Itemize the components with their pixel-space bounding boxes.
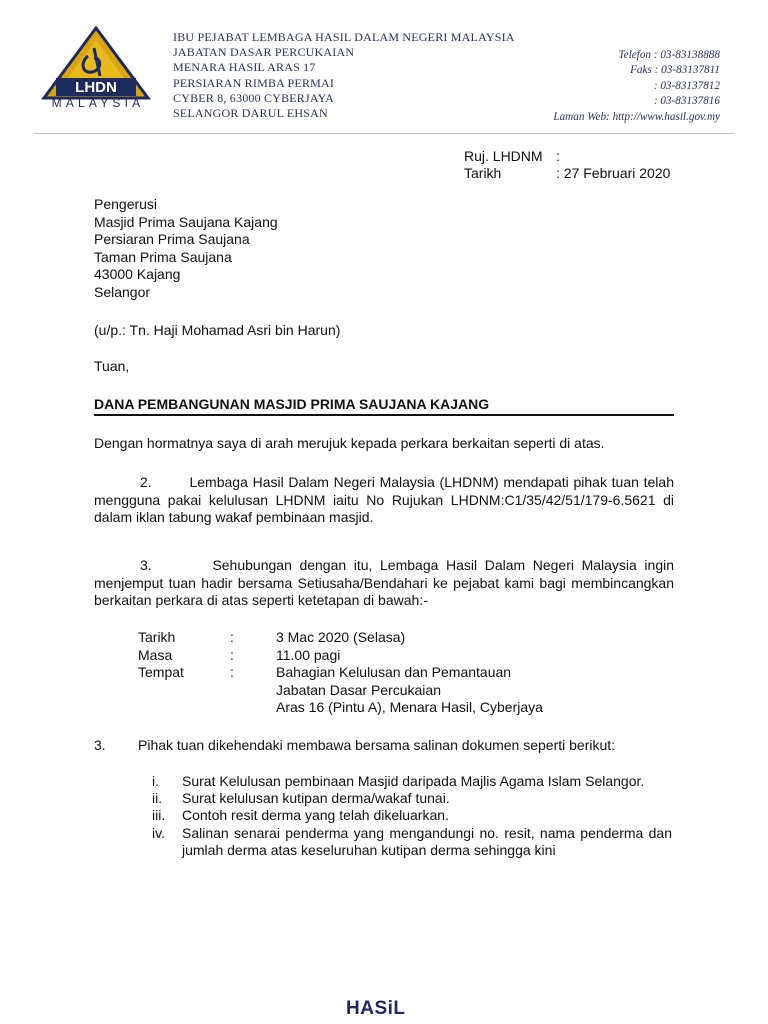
org-line: MENARA HASIL ARAS 17 — [173, 60, 316, 75]
meeting-time-value: 11.00 pagi — [276, 646, 341, 663]
org-line: JABATAN DASAR PERCUKAIAN — [173, 45, 355, 60]
list-item — [140, 825, 672, 859]
address-line: Pengerusi — [94, 196, 158, 212]
paragraph-3 — [94, 557, 674, 610]
contact-info — [553, 48, 720, 125]
document-list — [140, 773, 672, 859]
address-line: Taman Prima Saujana — [94, 248, 232, 265]
venue-line: Aras 16 (Pintu A), Menara Hasil, Cyberjaya — [276, 699, 543, 716]
list-item — [140, 773, 672, 790]
date-label: Tarikh — [464, 165, 502, 181]
letter-subject: DANA PEMBANGUNAN MASJID PRIMA SAUJANA KAJANG — [94, 396, 674, 416]
organization-address — [173, 30, 515, 121]
org-line: PERSIARAN RIMBA PERMAI — [173, 75, 335, 90]
list-item-number: iv. — [152, 824, 165, 841]
address-line: Persiaran Prima Saujana — [94, 231, 250, 248]
logo-text: LHDN — [75, 79, 117, 96]
org-line: IBU PEJABAT LEMBAGA HASIL DALAM NEGERI MALAYSIA — [173, 30, 515, 44]
list-item-text: Surat Kelulusan pembinaan Masjid daripada Majlis Agama Islam Selangor. — [182, 773, 645, 789]
address-line: Masjid Prima Saujana Kajang — [94, 213, 278, 230]
colon: : — [230, 629, 234, 645]
list-item-text: Contoh resit derma yang telah dikeluarkan. — [182, 807, 449, 824]
list-item — [140, 807, 672, 824]
greeting: Tuan, — [94, 358, 130, 374]
address-line: 43000 Kajang — [94, 266, 181, 283]
meeting-date-label: Tarikh — [138, 629, 176, 645]
phone-line: Telefon : 03-83138888 — [618, 49, 720, 61]
paragraph-number: 2. — [140, 474, 152, 490]
meeting-date-value: 3 Mac 2020 (Selasa) — [276, 629, 406, 645]
recipient-address — [94, 196, 278, 302]
org-line: CYBER 8, 63000 CYBERJAYA — [173, 90, 335, 105]
meeting-time-label: Masa — [138, 646, 173, 663]
meeting-details — [138, 629, 596, 717]
paragraph-2 — [94, 474, 674, 527]
list-item-number: i. — [152, 773, 159, 789]
ref-label: Ruj. LHDNM — [464, 148, 543, 164]
fax-line: Faks : 03-83137811 — [630, 64, 720, 77]
attention-line: (u/p.: Tn. Haji Mohamad Asri bin Harun) — [94, 322, 341, 338]
venue-line: Bahagian Kelulusan dan Pemantauan — [276, 664, 512, 681]
paragraph-text: Pihak tuan dikehendaki membawa bersama salinan dokumen seperti berikut: — [138, 737, 616, 753]
address-line: Selangor — [94, 283, 151, 300]
paragraph-text: Lembaga Hasil Dalam Negeri Malaysia (LHDNM) mendapati pihak tuan telah mengguna pakai kelulusan LHDNM iaitu No Rujukan LHDNM:C1/35/42/51/179-6.5621 di dalam iklan tabung wakaf pembinaan masjid. — [94, 474, 674, 526]
list-item-text: Surat kelulusan kutipan derma/wakaf tunai. — [182, 790, 450, 807]
venue-line: Jabatan Dasar Percukaian — [276, 681, 441, 698]
list-item-number: iii. — [152, 807, 166, 824]
letterhead-divider — [34, 133, 734, 134]
reference-block — [464, 148, 670, 182]
org-line: SELANGOR DARUL EHSAN — [173, 106, 328, 121]
paragraph-4 — [94, 737, 674, 755]
paragraph-1: Dengan hormatnya saya di arah merujuk kepada perkara berkaitan seperti di atas. — [94, 435, 605, 451]
list-item — [140, 790, 672, 807]
paragraph-text: Sehubungan dengan itu, Lembaga Hasil Dalam Negeri Malaysia ingin menjemput tuan hadir bersama Setiusaha/Bendahari ke pejabat kami bagi membincangkan berkaitan perkara di atas seperti ketetapan di bawah:- — [94, 557, 674, 609]
fax-line: : 03-83137816 — [653, 95, 720, 108]
footer-brand-logo: HASiL — [346, 998, 406, 1019]
meeting-venue-value — [276, 664, 596, 717]
list-item-number: ii. — [152, 790, 163, 807]
colon: : — [230, 646, 234, 663]
date-value: : 27 Februari 2020 — [556, 165, 671, 181]
list-item-text: Salinan senarai penderma yang mengandungi no. resit, nama penderma dan jumlah derma atas keseluruhan kutipan derma sehingga kini — [182, 824, 672, 858]
logo-country: MALAYSIA — [51, 96, 145, 110]
ref-value: : — [556, 148, 560, 164]
meeting-venue-label: Tempat — [138, 664, 184, 681]
paragraph-number: 3. — [94, 737, 106, 753]
fax-line: : 03-83137812 — [653, 79, 720, 92]
paragraph-number: 3. — [140, 557, 152, 573]
colon: : — [230, 664, 234, 681]
website-line: Laman Web: http://www.hasil.gov.my — [553, 110, 720, 123]
